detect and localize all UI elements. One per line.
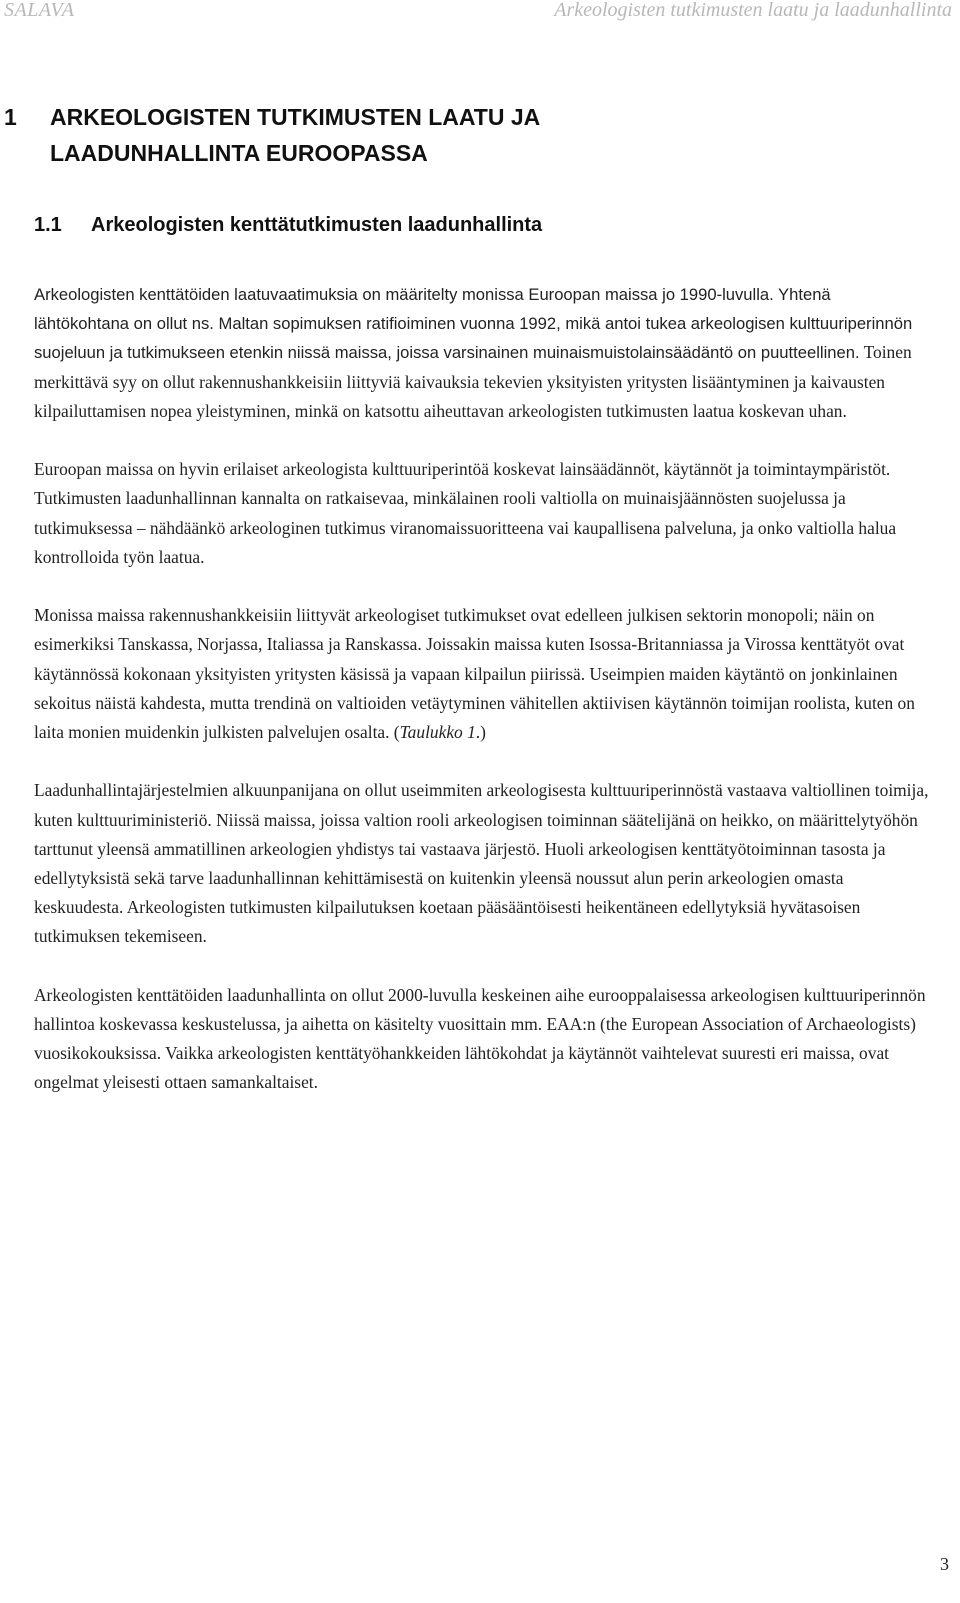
table-reference: Taulukko 1 — [399, 722, 476, 743]
paragraph-1-part-b: Maltan sopimuksen ratifioiminen vuonna 1992, mikä antoi tukea arkeologisen kulttuuriperinnön suojeluun ja tutkimukseen etenkin niissä maissa, joissa varsinainen muinaismuistolainsäädäntö on puutteellinen. — [34, 314, 913, 363]
header-author: SALAVA — [4, 0, 75, 21]
paragraph-4: Laadunhallintajärjestelmien alkuunpanijana on ollut useimmiten arkeologisesta kulttuuriperinnöstä vastaava valtiollinen toimija, kuten kulttuuriministeriö. Niissä maissa, joissa valtion rooli arkeologisen toiminnan säätelijänä on heikko, on määrittelytyöhön tarttunut yleensä ammatillinen arkeologien yhdistys tai vastaava järjestö. Huoli arkeologisen kenttätyötoiminnan tasosta ja edellytyksistä sekä tarve laadunhallinnan kehittämisestä on kuitenkin yleensä noussut alun perin arkeologien omasta keskuudesta. Arkeologisten tutkimusten kilpailutuksen koetaan pääsääntöisesti heikentäneen edellytyksiä hyvätasoisen tutkimuksen tekemiseen. — [34, 780, 929, 947]
section-number: 1.1 — [34, 214, 62, 236]
paragraph-1 — [34, 280, 930, 426]
header-title: Arkeologisten tutkimusten laatu ja laadunhallinta — [554, 0, 952, 21]
paragraph-3-text: Monissa maissa rakennushankkeisiin liittyvät arkeologiset tutkimukset ovat edelleen julkisen sektorin monopoli; näin on esimerkiksi Tanskassa, Norjassa, Italiassa ja Ranskassa. Joissakin maissa kuten Isossa-Britanniassa ja Virossa kenttätyöt ovat käytännössä kokonaan yksityisten yritysten käsissä ja vapaan kilpailun piirissä. Useimpien maiden käytäntö on jonkinlainen sekoitus näistä kahdesta, mutta trendinä on valtioiden vetäytyminen vähitellen aktiivisen käytännön toimijan roolista, kuten on laita monien muidenkin julkisten palvelujen osalta. ( — [34, 605, 915, 743]
chapter-heading — [0, 99, 940, 171]
paragraph-2: Euroopan maissa on hyvin erilaiset arkeologista kulttuuriperintöä koskevat lainsäädännöt, käytännöt ja toimintaympäristöt. Tutkimusten laadunhallinnan kannalta on ratkaisevaa, minkälainen rooli valtiolla on muinaisjäännösten suojelussa ja tutkimuksessa – nähdäänkö arkeologinen tutkimus viranomaissuoritteena vai kaupallisena palveluna, ja onko valtiolla halua kontrolloida työn laatua. — [34, 459, 897, 567]
section-heading — [34, 211, 542, 239]
paragraph-1-part-a: Arkeologisten kenttätöiden laatuvaatimuksia on määritelty monissa Euroopan maissa jo 1990-luvulla. Yhtenä lähtökohtana on ollut ns. — [34, 285, 831, 334]
paragraph-1-part-c: Toinen merkittävä syy on ollut rakennushankkeisiin liittyviä kaivauksia tekevien yksityisten yritysten lisääntyminen ja kaivausten kilpailuttamisen nopea yleistyminen, minkä on katsottu aiheuttavan arkeologisten tutkimusten laatua koskevan uhan. — [34, 342, 912, 421]
running-header — [0, 0, 960, 24]
chapter-title: ARKEOLOGISTEN TUTKIMUSTEN LAATU JA LAADUNHALLINTA EUROOPASSA — [50, 104, 540, 166]
paragraph-5: Arkeologisten kenttätöiden laadunhallinta on ollut 2000-luvulla keskeinen aihe eurooppalaisessa arkeologisen kulttuuriperinnön hallintoa koskevassa keskustelussa, ja aihetta on käsitelty vuosittain mm. EAA:n (the European Association of Archaeologists) vuosikokouksissa. Vaikka arkeologisten kenttätyöhankkeiden lähtökohdat ja käytännöt vaihtelevat suuresti eri maissa, ovat ongelmat yleisesti ottaen samankaltaiset. — [34, 984, 926, 1093]
section-title: Arkeologisten kenttätutkimusten laadunhallinta — [91, 214, 543, 236]
paragraph-3-end: .) — [475, 722, 486, 743]
paragraph-3 — [34, 601, 930, 747]
body-text — [34, 280, 930, 1127]
chapter-number: 1 — [4, 104, 17, 130]
page-number: 3 — [940, 1554, 949, 1574]
